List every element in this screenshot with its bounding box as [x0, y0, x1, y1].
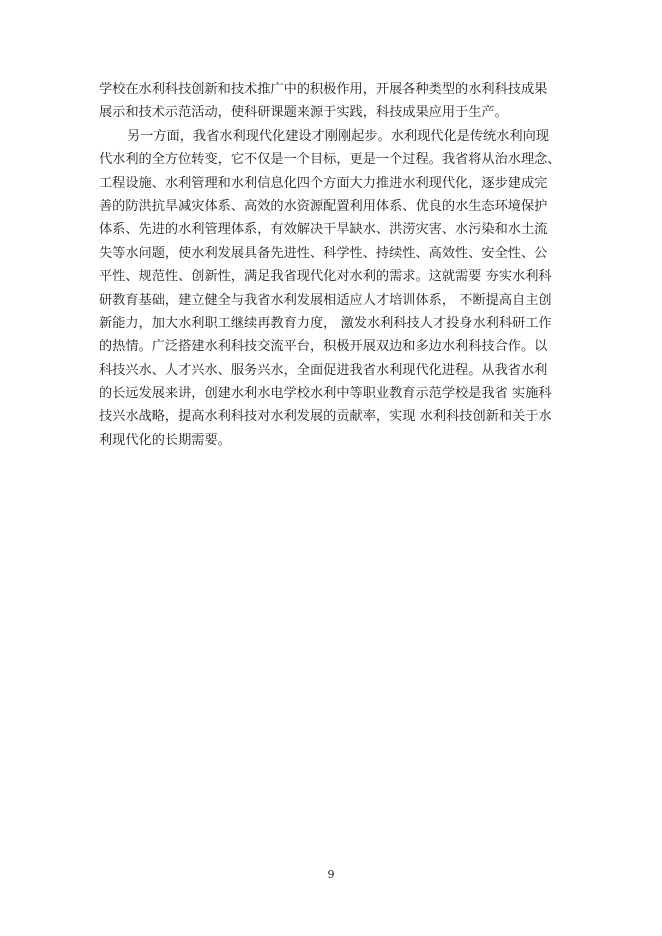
- page-number: 9: [327, 868, 335, 881]
- text-line: 展示和技术示范活动，使科研课题来源于实践，科技成果应用于生产。: [99, 105, 508, 121]
- text-line: 技兴水战略，提高水利科技对水利发展的贡献率，实现 水利科技创新和关于水: [99, 409, 552, 425]
- text-line: 善的防洪抗旱减灾体系、高效的水资源配置利用体系、优良的水生态环境保护: [99, 198, 548, 214]
- text-line: 研教育基础，建立健全与我省水利发展相适应人才培训体系， 不断提高自主创: [99, 292, 552, 308]
- text-line: 新能力，加大水利职工继续再教育力度， 激发水利科技人才投身水利科研工作: [99, 315, 552, 331]
- text-line: 的长远发展来讲，创建水利水电学校水利中等职业教育示范学校是我省 实施科: [99, 386, 552, 402]
- text-line: 体系、先进的水利管理体系，有效解决干旱缺水、洪涝灾害、水污染和水土流: [99, 222, 548, 238]
- paragraph-first-line: 另一方面，我省水利现代化建设才刚刚起步。水利现代化是传统水利向现: [127, 128, 549, 144]
- text-line: 学校在水利科技创新和技术推广中的积极作用，开展各种类型的水利科技成果: [99, 82, 548, 97]
- text-line: 代水利的全方位转变，它不仅是一个目标，更是一个过程。我省将从治水理念、: [99, 152, 561, 168]
- body-text: [99, 78, 569, 452]
- text-line: 科技兴水、人才兴水、服务兴水，全面促进我省水利现代化进程。从我省水利: [99, 362, 548, 378]
- text-line: 工程设施、水利管理和水利信息化四个方面大力推进水利现代化，逐步建成完: [99, 175, 548, 191]
- text-line: 失等水问题，使水利发展具备先进性、科学性、持续性、高效性、安全性、公: [99, 245, 548, 261]
- text-line: 平性、规范性、创新性，满足我省现代化对水利的需求。这就需要 夯实水利科: [99, 269, 552, 285]
- text-line: 的热情。广泛搭建水利科技交流平台，积极开展双边和多边水利科技合作。以: [99, 339, 548, 355]
- text-line: 利现代化的长期需要。: [99, 432, 231, 448]
